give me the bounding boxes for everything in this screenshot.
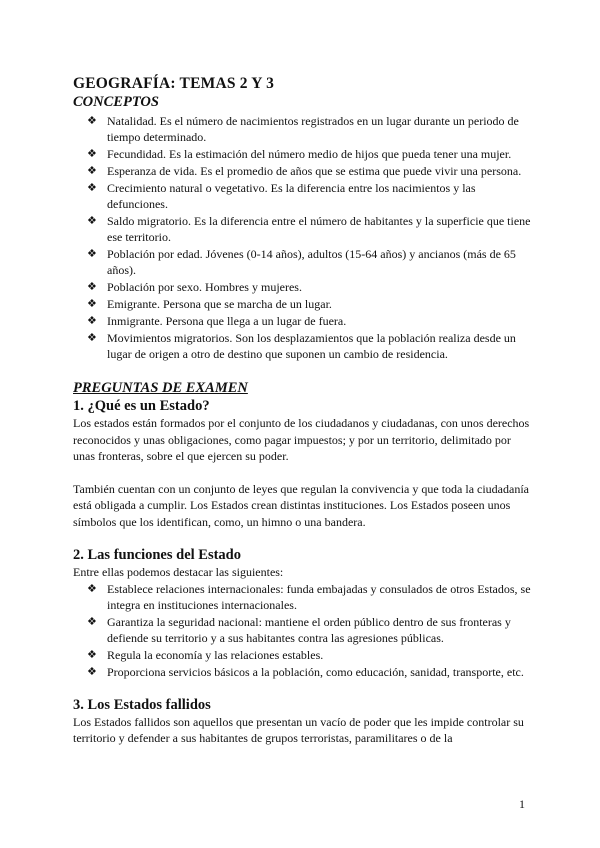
q1-paragraph-1: Los estados están formados por el conjunto de los ciudadanos y ciudadanas, con unos derechos reconocidos y unas obligaciones, como pagar impuestos; y por un territorio, delimitado por unas fronteras, sobre el que ejercen su poder. (73, 416, 530, 463)
diamond-bullet-icon: ❖ (87, 298, 97, 310)
list-item: ❖ Esperanza de vida. Es el promedio de años que se estima que puede vivir una persona. (87, 164, 522, 178)
list-item: ❖ Establece relaciones internacionales: funda embajadas y consulados de otros Estados, se integra en instituciones internacionales. (87, 581, 531, 612)
diamond-bullet-icon: ❖ (87, 615, 97, 628)
q3-paragraph-1: Los Estados fallidos son aquellos que presentan un vacío de poder que les impide controlar su territorio y defender a sus habitantes de grupos terroristas, paramilitares o de la (73, 714, 524, 745)
preguntas-heading: PREGUNTAS DE EXAMEN (73, 380, 248, 396)
diamond-bullet-icon: ❖ (87, 165, 97, 177)
list-item: ❖ Proporciona servicios básicos a la población, como educación, sanidad, transporte, etc. (87, 664, 524, 679)
list-item: ❖ Emigrante. Persona que se marcha de un lugar. (87, 297, 332, 311)
list-item: ❖ Saldo migratorio. Es la diferencia entre el número de habitantes y la superficie que tiene ese territorio. (87, 214, 531, 244)
diamond-bullet-icon: ❖ (87, 332, 97, 344)
list-item: ❖ Inmigrante. Persona que llega a un lugar de fuera. (87, 314, 347, 328)
list-item: ❖ Garantiza la seguridad nacional: mantiene el orden público dentro de sus fronteras y defiende su territorio y a sus habitantes contra las agresiones públicas. (87, 614, 511, 645)
diamond-bullet-icon: ❖ (87, 115, 97, 127)
list-item: ❖ Población por edad. Jóvenes (0-14 años), adultos (15-64 años) y ancianos (más de 65 años). (87, 247, 516, 277)
q2-title: 2. Las funciones del Estado (73, 547, 241, 563)
diamond-bullet-icon: ❖ (87, 648, 97, 661)
q1-paragraph-2: También cuentan con un conjunto de leyes que regulan la convivencia y que toda la ciudadanía está obligada a cumplir. Los Estados crean distintas instituciones. Los Estados poseen unos símbolos que los identifican, como, un himno o una bandera. (73, 481, 529, 529)
diamond-bullet-icon: ❖ (87, 315, 97, 327)
diamond-bullet-icon: ❖ (87, 215, 97, 227)
diamond-bullet-icon: ❖ (87, 665, 97, 678)
q2-intro: Entre ellas podemos destacar las siguientes: (73, 565, 284, 579)
q2-list (73, 581, 533, 680)
diamond-bullet-icon: ❖ (87, 248, 97, 260)
conceptos-heading: CONCEPTOS (73, 94, 159, 110)
document-page (73, 74, 533, 747)
diamond-bullet-icon: ❖ (87, 281, 97, 293)
list-item: ❖ Regula la economía y las relaciones estables. (87, 647, 324, 662)
q3-title: 3. Los Estados fallidos (73, 696, 211, 713)
q1-title: 1. ¿Qué es un Estado? (73, 398, 210, 414)
diamond-bullet-icon: ❖ (87, 582, 97, 595)
list-item: ❖ Natalidad. Es el número de nacimientos registrados en un lugar durante un periodo de tiempo determinado. (87, 114, 519, 144)
page-number: 1 (519, 797, 525, 811)
conceptos-list (73, 113, 533, 362)
list-item: ❖ Movimientos migratorios. Son los desplazamientos que la población realiza desde un lugar de origen a otro de destino que suponen un cambio de residencia. (87, 331, 516, 361)
list-item: ❖ Fecundidad. Es la estimación del número medio de hijos que pueda tener una mujer. (87, 147, 512, 161)
document-title: GEOGRAFÍA: TEMAS 2 Y 3 (73, 75, 275, 92)
diamond-bullet-icon: ❖ (87, 148, 97, 160)
list-item: ❖ Crecimiento natural o vegetativo. Es la diferencia entre los nacimientos y las defunciones. (87, 181, 476, 211)
diamond-bullet-icon: ❖ (87, 182, 97, 194)
list-item: ❖ Población por sexo. Hombres y mujeres. (87, 280, 302, 294)
